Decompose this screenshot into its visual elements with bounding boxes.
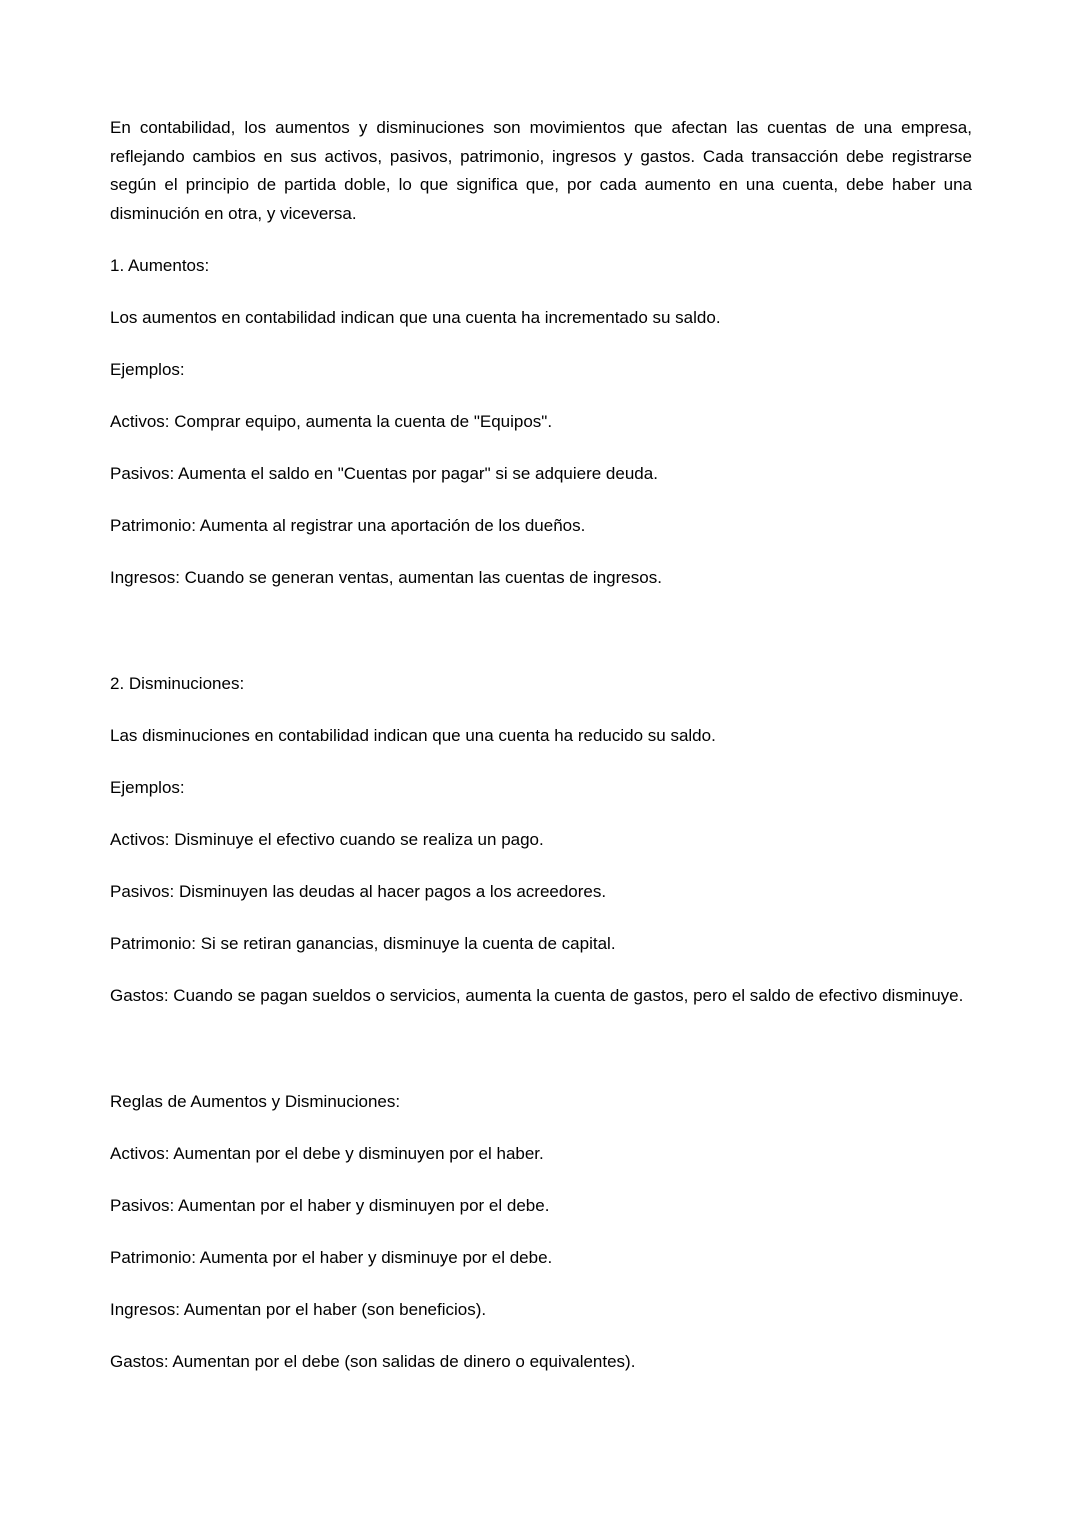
example-item-activos: Activos: Comprar equipo, aumenta la cuenta de "Equipos". [110, 411, 553, 431]
rule-item-gastos: Gastos: Aumentan por el debe (son salidas de dinero o equivalentes). [110, 1351, 636, 1371]
section-reglas-heading: Reglas de Aumentos y Disminuciones: [110, 1091, 401, 1111]
section-disminuciones-description: Las disminuciones en contabilidad indican que una cuenta ha reducido su saldo. [110, 725, 716, 745]
rule-item-activos: Activos: Aumentan por el debe y disminuyen por el haber. [110, 1143, 544, 1163]
example-item-pasivos: Pasivos: Aumenta el saldo en "Cuentas por pagar" si se adquiere deuda. [110, 463, 658, 483]
section-aumentos-heading: 1. Aumentos: [110, 255, 210, 275]
rule-item-ingresos: Ingresos: Aumentan por el haber (son beneficios). [110, 1299, 487, 1319]
rule-item-patrimonio: Patrimonio: Aumenta por el haber y disminuye por el debe. [110, 1247, 553, 1267]
example-item-ingresos: Ingresos: Cuando se generan ventas, aumentan las cuentas de ingresos. [110, 567, 662, 587]
blank-line [110, 1034, 972, 1088]
example-item-activos: Activos: Disminuye el efectivo cuando se realiza un pago. [110, 829, 544, 849]
example-item-patrimonio: Patrimonio: Aumenta al registrar una aportación de los dueños. [110, 515, 586, 535]
example-item-pasivos: Pasivos: Disminuyen las deudas al hacer pagos a los acreedores. [110, 881, 607, 901]
example-item-patrimonio: Patrimonio: Si se retiran ganancias, disminuye la cuenta de capital. [110, 933, 616, 953]
section-disminuciones-examples-label: Ejemplos: [110, 777, 185, 797]
rule-item-pasivos: Pasivos: Aumentan por el haber y disminuyen por el debe. [110, 1195, 550, 1215]
example-item-gastos: Gastos: Cuando se pagan sueldos o servicios, aumenta la cuenta de gastos, pero el saldo de efectivo disminuye. [110, 985, 964, 1005]
blank-line [110, 616, 972, 670]
intro-paragraph: En contabilidad, los aumentos y disminuciones son movimientos que afectan las cuentas de una empresa, reflejando cambios en sus activos, pasivos, patrimonio, ingresos y gastos. Cada transacción debe registrarse según el principio de partida doble, lo que significa que, por cada aumento en una cuenta, debe haber una disminución en otra, y viceversa. [110, 118, 972, 223]
section-disminuciones-heading: 2. Disminuciones: [110, 673, 245, 693]
section-aumentos-description: Los aumentos en contabilidad indican que una cuenta ha incrementado su saldo. [110, 307, 721, 327]
section-aumentos-examples-label: Ejemplos: [110, 359, 185, 379]
